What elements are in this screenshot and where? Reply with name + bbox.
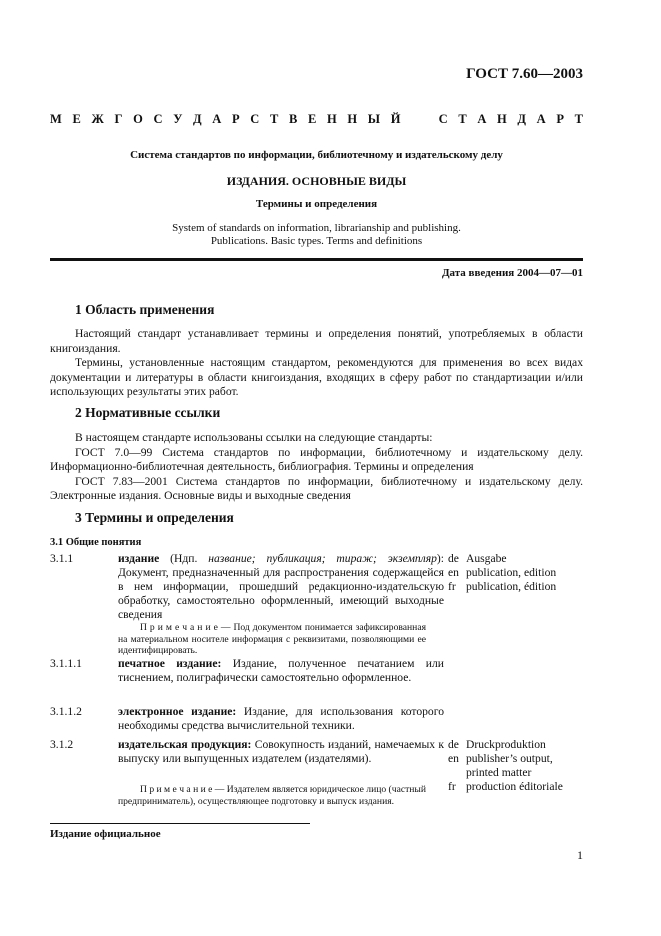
gost-code: ГОСТ 7.60—2003 bbox=[466, 66, 583, 82]
language-code: en bbox=[448, 752, 459, 765]
banner-letter: У bbox=[173, 112, 183, 126]
equivalent-row bbox=[448, 752, 563, 766]
term-number: 3.1.2 bbox=[50, 738, 74, 751]
banner-letter: С bbox=[250, 112, 260, 126]
term-name: печатное издание: bbox=[118, 657, 222, 670]
language-code: en bbox=[448, 566, 459, 579]
banner-letter: С bbox=[153, 112, 163, 126]
footer-rule bbox=[50, 823, 310, 824]
equivalent-term: Ausgabe bbox=[466, 552, 507, 565]
term-name: издательская продукция: bbox=[118, 738, 252, 751]
banner-letter: Д bbox=[193, 112, 202, 126]
banner-letter bbox=[411, 112, 414, 127]
term-number: 3.1.1.2 bbox=[50, 705, 82, 718]
term-entry-izdanie bbox=[118, 552, 444, 622]
header-rule bbox=[50, 258, 583, 261]
english-title-line1: System of standards on information, librarianship and publishing. bbox=[172, 222, 461, 234]
note-label: П р и м е ч а н и е bbox=[140, 784, 213, 795]
note-text: — Под документом понимается зафиксированная на материальном носителе информация с реквизитами, позволяющими ее идентифицировать. bbox=[118, 622, 426, 656]
document-subtitle: Термины и определения bbox=[255, 198, 378, 210]
banner-letter: Г bbox=[114, 112, 123, 126]
paragraph: Термины, установленные настоящим стандартом, рекомендуются для применения во всех видах документации и литературы в области книгоиздания, входящих в сферу работ по стандартизации и/или использующих результаты этих работ. bbox=[50, 356, 583, 399]
term-note bbox=[118, 622, 426, 657]
banner-letter: Н bbox=[326, 112, 337, 126]
equivalent-term: Druckproduktion bbox=[466, 738, 546, 751]
equivalent-term: printed matter bbox=[466, 766, 532, 779]
document-title: ИЗДАНИЯ. ОСНОВНЫЕ ВИДЫ bbox=[226, 174, 407, 188]
language-code: de bbox=[448, 552, 459, 565]
definition-text: Издание, для использования которого необходимы средства вычислительной техники. bbox=[118, 705, 444, 732]
term-number: 3.1.1 bbox=[50, 552, 74, 565]
note-text: — Издателем является юридическое лицо (частный предприниматель), осуществляющее подготовку и выпуск издания. bbox=[118, 784, 426, 807]
banner-letter: О bbox=[133, 112, 143, 126]
page-number: 1 bbox=[577, 848, 583, 862]
equivalent-term: publication, edition bbox=[466, 566, 557, 579]
term-name: электронное издание: bbox=[118, 705, 237, 718]
banner-letter: Ж bbox=[91, 112, 104, 126]
term-entry-produktsiya bbox=[118, 738, 444, 766]
banner-letter: Д bbox=[517, 112, 527, 126]
subsection-heading: 3.1 Общие понятия bbox=[50, 537, 142, 548]
banner-letter: А bbox=[212, 112, 222, 126]
term-entry-elektronnoe bbox=[118, 705, 444, 733]
section-3-heading: 3 Термины и определения bbox=[75, 510, 234, 525]
equivalent-row bbox=[448, 566, 556, 580]
section-1-body bbox=[50, 327, 583, 400]
term-name: издание bbox=[118, 552, 160, 565]
banner-letter: В bbox=[288, 112, 298, 126]
language-code bbox=[448, 766, 466, 780]
equivalent-row bbox=[448, 766, 563, 780]
paragraph: ГОСТ 7.0—99 Система стандартов по информации, библиотечному и издательскому делу. Информационно-библиотечная деятельность, библиография. Термины и определения bbox=[50, 445, 583, 474]
equivalent-term: publication, édition bbox=[466, 580, 557, 593]
foreign-equivalents bbox=[448, 738, 563, 794]
paragraph: ГОСТ 7.83—2001 Система стандартов по информации, библиотечному и издательскому делу. Электронные издания. Основные виды и выходные сведения bbox=[50, 474, 583, 503]
banner-letter: Н bbox=[347, 112, 358, 126]
series-title: Система стандартов по информации, библиотечному и издательскому делу bbox=[130, 149, 503, 161]
equivalent-row bbox=[448, 738, 563, 752]
syn-suffix: ): bbox=[436, 552, 444, 565]
banner-letter: Е bbox=[72, 112, 81, 126]
standard-banner bbox=[50, 112, 583, 127]
rejected-synonyms: название; публикация; тираж; экземпляр bbox=[208, 552, 437, 565]
banner-letter: Й bbox=[390, 112, 401, 126]
banner-letter: Т bbox=[269, 112, 279, 126]
banner-letter: М bbox=[50, 112, 62, 126]
definition-text: Издание, полученное печатанием или тиснением, полиграфически самостоятельно оформленное. bbox=[118, 657, 444, 684]
equivalent-row bbox=[448, 552, 556, 566]
equivalent-term: publisher’s output, bbox=[466, 752, 553, 765]
paragraph: В настоящем стандарте использованы ссылки на следующие стандарты: bbox=[75, 431, 433, 444]
equivalent-row bbox=[448, 580, 556, 594]
paragraph: Настоящий стандарт устанавливает термины и определения понятий, употребляемых в области книгоиздания. bbox=[50, 327, 583, 355]
language-code: fr bbox=[448, 780, 456, 793]
introduction-date: Дата введения 2004—07—01 bbox=[441, 267, 583, 279]
language-code: fr bbox=[448, 580, 456, 593]
language-code: de bbox=[448, 738, 459, 751]
note-label: П р и м е ч а н и е bbox=[140, 622, 218, 633]
equivalent-row bbox=[448, 780, 563, 794]
banner-letter: Р bbox=[556, 112, 564, 126]
banner-letter: Е bbox=[307, 112, 317, 126]
section-1-heading: 1 Область применения bbox=[75, 302, 215, 317]
banner-letter: А bbox=[536, 112, 546, 126]
banner-letter: А bbox=[477, 112, 487, 126]
english-title-line2: Publications. Basic types. Terms and definitions bbox=[210, 235, 423, 247]
definition-text: Совокупность изданий, намечаемых к выпуску или выпущенных издателем (издателями). bbox=[118, 738, 444, 765]
banner-letter: Т bbox=[574, 112, 583, 126]
equivalent-term: production éditoriale bbox=[466, 780, 563, 793]
banner-letter: Ы bbox=[367, 112, 381, 126]
foreign-equivalents bbox=[448, 552, 556, 594]
banner-letter: С bbox=[438, 112, 448, 126]
banner-letter: Т bbox=[458, 112, 467, 126]
syn-prefix: (Ндп. bbox=[159, 552, 209, 565]
term-entry-pechatnoe bbox=[118, 657, 444, 685]
section-2-body bbox=[50, 431, 583, 504]
banner-letter: Н bbox=[497, 112, 507, 126]
banner-letter: Р bbox=[231, 112, 240, 126]
definition-text: Документ, предназначенный для распространения содержащейся в нем информации, прошедший редакционно-издательскую обработку, самостоятельно оформленный, имеющий выходные сведения bbox=[118, 566, 444, 621]
term-number: 3.1.1.1 bbox=[50, 657, 82, 670]
banner-letter bbox=[425, 112, 428, 127]
english-title bbox=[50, 222, 583, 248]
term-definition bbox=[118, 552, 444, 622]
section-2-heading: 2 Нормативные ссылки bbox=[75, 405, 221, 420]
official-edition-label: Издание официальное bbox=[50, 828, 161, 840]
term-note bbox=[118, 784, 426, 807]
